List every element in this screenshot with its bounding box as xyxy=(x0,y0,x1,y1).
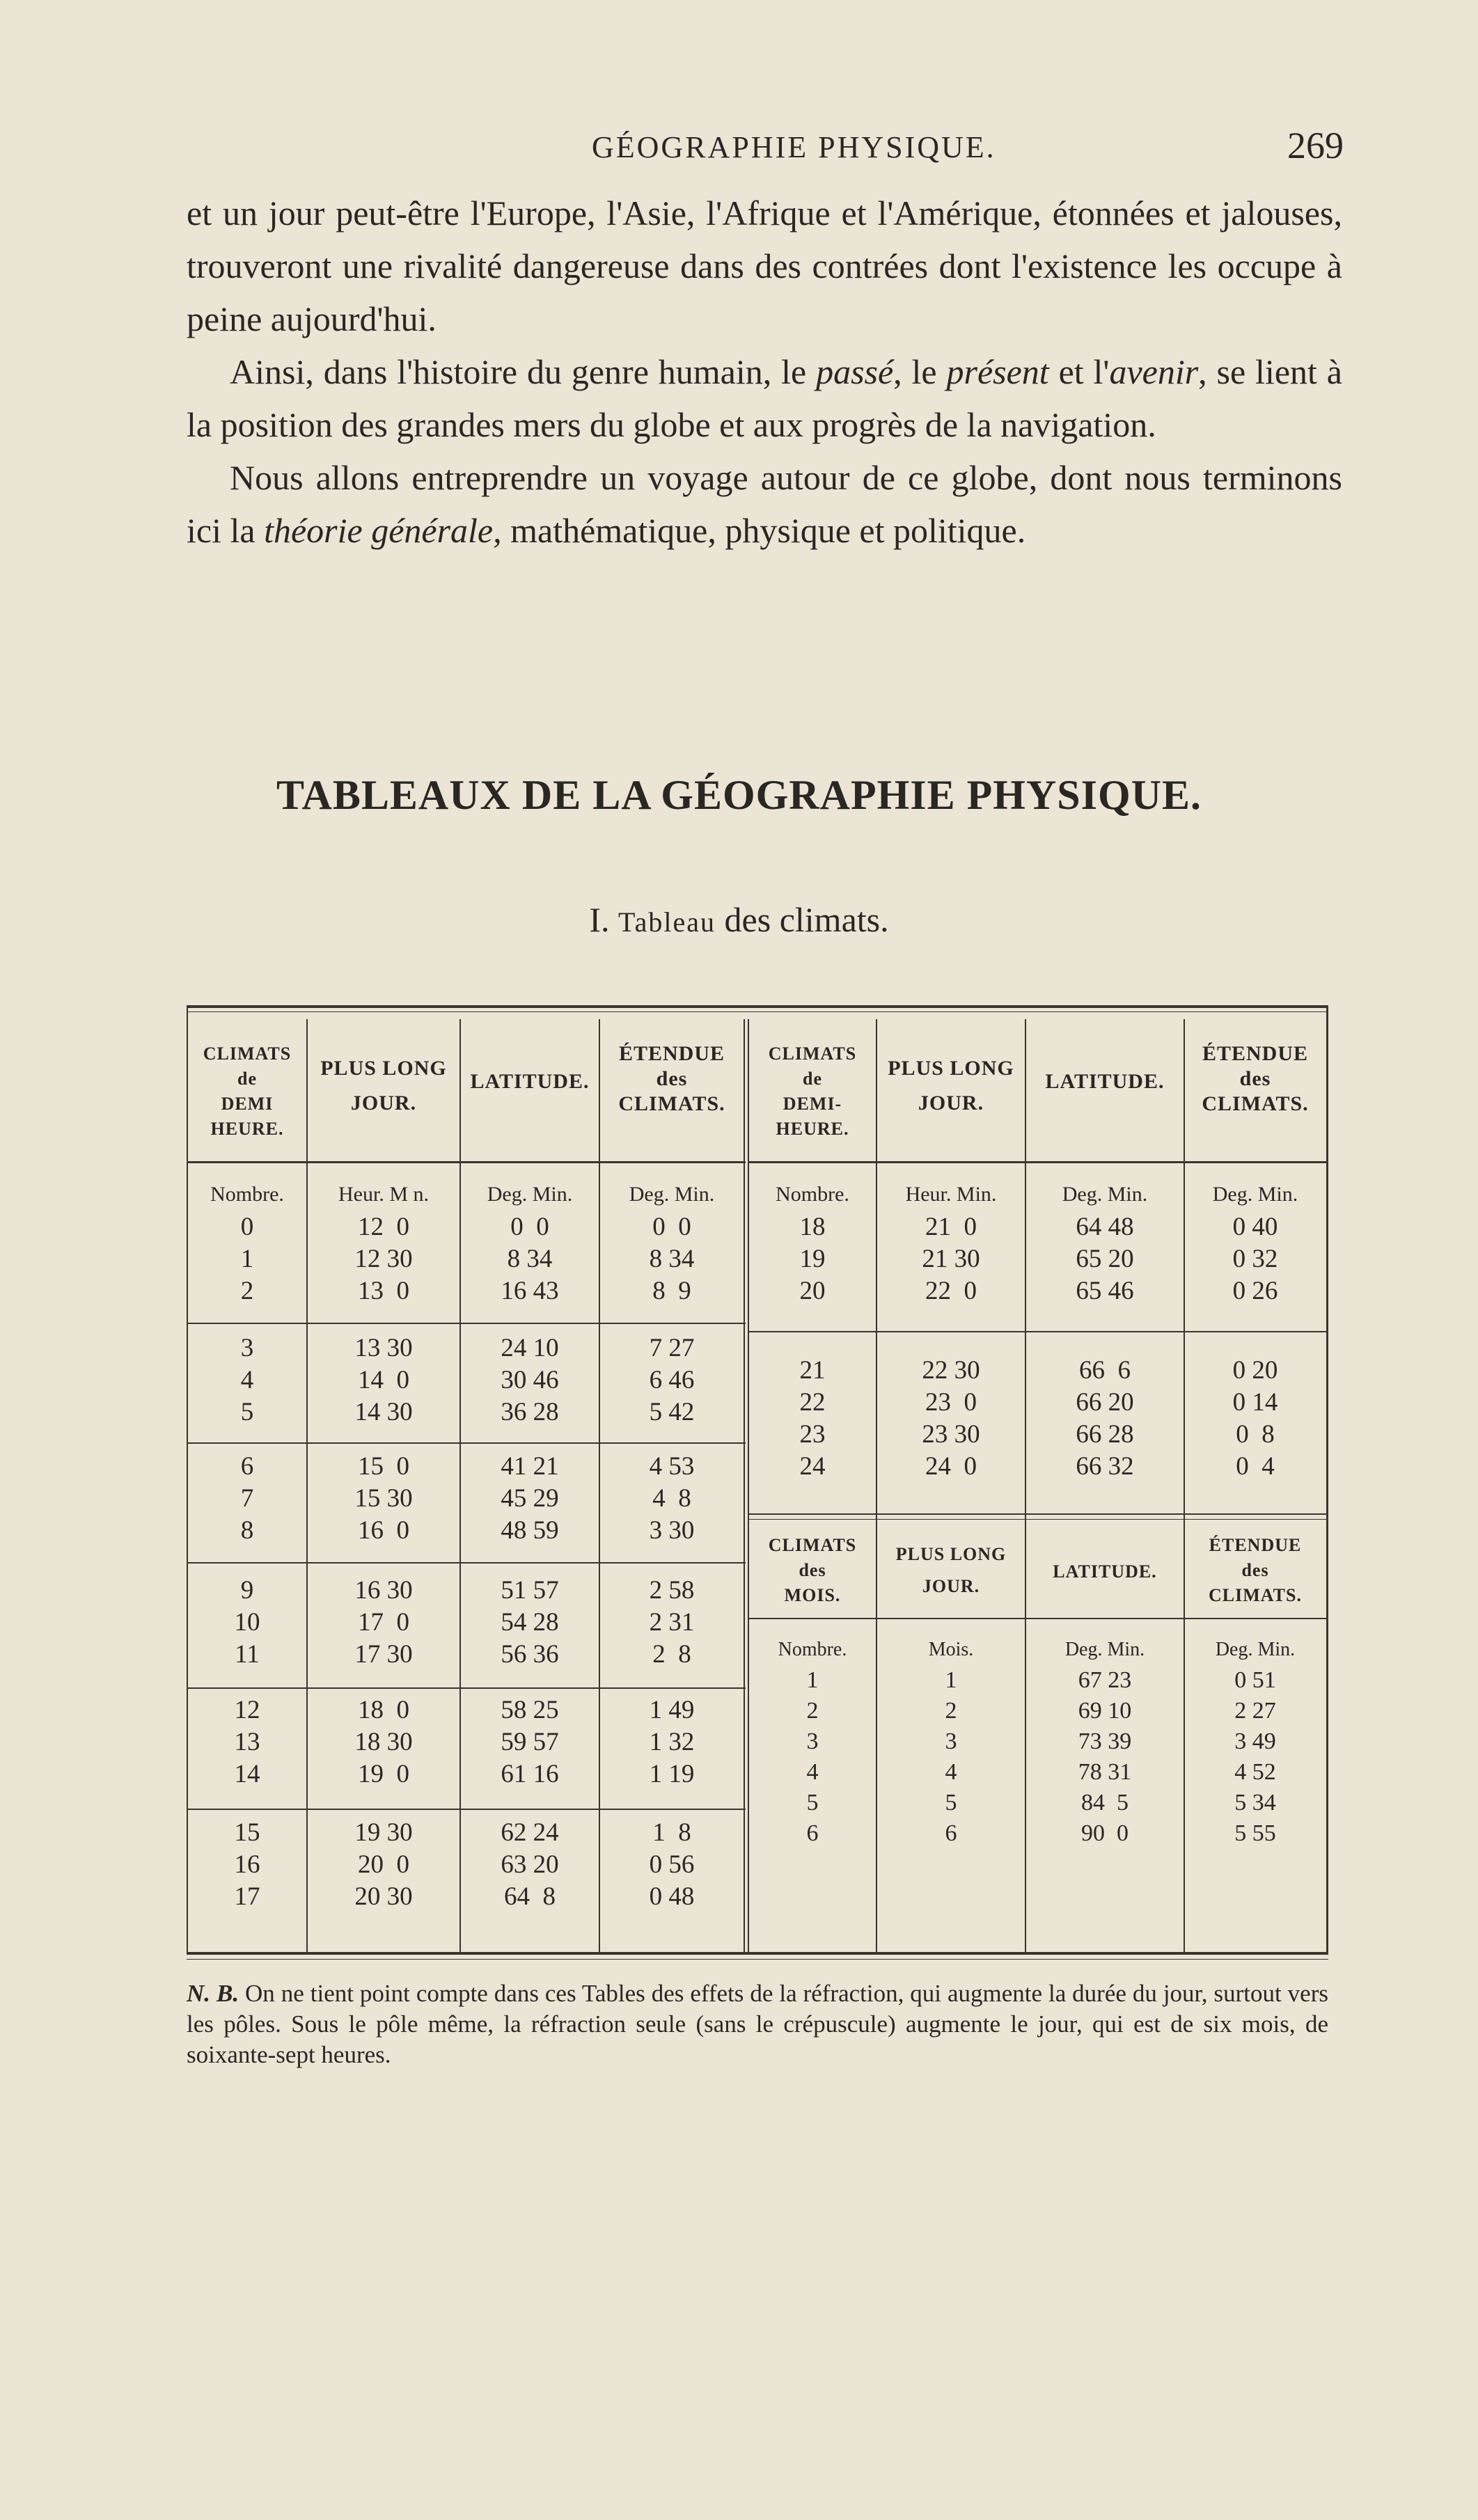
mois-header-rule xyxy=(748,1618,1328,1619)
p3-text-a: Nous allons entreprendre un voyage autour de ce globe, dont nous terminons ici la xyxy=(187,458,1342,550)
left-g3-nombre: 9 10 11 xyxy=(234,1576,260,1669)
climate-table xyxy=(187,1005,1328,1964)
left-col-rule-2 xyxy=(459,1019,461,1952)
right-g1-lat: 66 6 66 20 66 28 66 32 xyxy=(1076,1356,1134,1481)
table-title-rest: des climats. xyxy=(724,900,889,939)
right-g0-lat: 64 48 65 20 65 46 xyxy=(1076,1213,1134,1305)
left-unit-jour: Heur. M n. xyxy=(338,1183,429,1206)
p2-text-d: , se lient à la position des grandes mers du globe et aux progrès de la navigation. xyxy=(187,352,1342,444)
mois-etendue: 0 51 2 27 3 49 4 52 5 34 5 55 xyxy=(1234,1667,1276,1846)
left-g2-etendue: 4 53 4 8 3 30 xyxy=(649,1452,695,1545)
table-bottom-rule-thin xyxy=(187,1959,1328,1960)
table-right-rule xyxy=(1326,1005,1328,1955)
center-rule-a xyxy=(744,1019,745,1952)
footnote-text: On ne tient point compte dans ces Tables des effets de la réfraction, qui augmente la durée du jour, surtout vers les pôles. Sous le pôle même, la réfraction seule (sans le crépuscule) augmente le jour, qui est de six mois, de soixante-sept heures. xyxy=(187,1980,1328,2068)
left-g5-lat: 62 24 63 20 64 8 xyxy=(501,1818,559,1911)
mois-header-latitude: LATITUDE. xyxy=(1053,1561,1157,1582)
left-header-climats: CLIMATS de DEMI HEURE. xyxy=(203,1044,292,1139)
left-g2-lat: 41 21 45 29 48 59 xyxy=(501,1452,559,1545)
left-header-latitude: LATITUDE. xyxy=(470,1070,590,1093)
mois-header-climats: CLIMATS des MOIS. xyxy=(768,1535,857,1605)
right-unit-jour: Heur. Min. xyxy=(905,1183,997,1206)
left-g0-nombre: 0 1 2 xyxy=(240,1213,254,1305)
mois-lat: 67 23 69 10 73 39 78 31 84 5 90 0 xyxy=(1078,1667,1132,1846)
footnote xyxy=(187,1978,1328,2070)
right-g0-jour: 21 0 21 30 22 0 xyxy=(922,1213,980,1305)
left-header-etendue: ÉTENDUE des CLIMATS. xyxy=(618,1042,725,1115)
mois-unit-nombre: Nombre. xyxy=(778,1639,847,1660)
page-number: 269 xyxy=(1287,125,1344,166)
left-unit-nombre: Nombre. xyxy=(210,1183,284,1206)
left-g5-etendue: 1 8 0 56 0 48 xyxy=(649,1818,695,1911)
right-unit-etendue: Deg. Min. xyxy=(1212,1183,1298,1206)
left-group-rule-4 xyxy=(187,1687,746,1689)
left-g1-lat: 24 10 30 46 36 28 xyxy=(501,1334,559,1426)
p3-theorie: théorie générale, xyxy=(264,511,502,550)
left-g2-nombre: 6 7 8 xyxy=(240,1452,254,1545)
left-g4-lat: 58 25 59 57 61 16 xyxy=(501,1696,559,1788)
p2-text-a: Ainsi, dans l'histoire du genre humain, le xyxy=(230,352,817,391)
right-header-climats: CLIMATS de DEMI-HEURE. xyxy=(768,1044,857,1139)
right-g0-etendue: 0 40 0 32 0 26 xyxy=(1232,1213,1278,1305)
left-col-rule-1 xyxy=(306,1019,308,1952)
left-g5-jour: 19 30 20 0 20 30 xyxy=(354,1818,413,1911)
mois-top-rule-thin xyxy=(748,1519,1328,1520)
left-header-plus-long-jour: PLUS LONG JOUR. xyxy=(320,1057,447,1115)
mois-unit-etendue: Deg. Min. xyxy=(1215,1639,1296,1660)
right-g1-etendue: 0 20 0 14 0 8 0 4 xyxy=(1232,1356,1278,1481)
left-g2-jour: 15 0 15 30 16 0 xyxy=(354,1452,413,1545)
p2-text-c: et l' xyxy=(1048,352,1110,391)
tables-heading: TABLEAUX DE LA GÉOGRAPHIE PHYSIQUE. xyxy=(276,772,1202,818)
left-group-rule-2 xyxy=(187,1442,746,1444)
mois-header-plus-long-jour: PLUS LONG JOUR. xyxy=(895,1544,1007,1596)
p2-text-b: , le xyxy=(893,352,947,391)
paragraph-3 xyxy=(187,451,1342,557)
table-bottom-rule xyxy=(187,1952,1328,1955)
paragraph-2 xyxy=(187,345,1342,451)
left-g4-jour: 18 0 18 30 19 0 xyxy=(354,1696,413,1788)
left-unit-etendue: Deg. Min. xyxy=(629,1183,715,1206)
left-g1-jour: 13 30 14 0 14 30 xyxy=(354,1334,413,1426)
table-numeral: I. xyxy=(589,900,610,939)
left-g1-nombre: 3 4 5 xyxy=(240,1334,254,1426)
p3-text-b: mathématique, physique et politique. xyxy=(501,511,1026,550)
center-rule-b xyxy=(748,1019,749,1952)
left-g0-lat: 0 0 8 34 16 43 xyxy=(501,1213,559,1305)
mois-unit-mois: Mois. xyxy=(928,1639,974,1660)
mois-nombre: 1 2 3 4 5 6 xyxy=(806,1667,819,1846)
p2-avenir: avenir xyxy=(1109,352,1199,391)
left-g4-nombre: 12 13 14 xyxy=(234,1696,260,1788)
table-title xyxy=(0,899,1478,940)
body-text xyxy=(187,187,1342,557)
paragraph-1: et un jour peut-être l'Europe, l'Asie, l'Afrique et l'Amérique, étonnées et jalouses, trouveront une rivalité dangereuse dans des contrées dont l'existence les occupe à peine aujourd'hui. xyxy=(187,194,1342,338)
left-g1-etendue: 7 27 6 46 5 42 xyxy=(649,1334,695,1426)
left-header-rule xyxy=(187,1161,746,1163)
mois-mois: 1 2 3 4 5 6 xyxy=(945,1667,957,1846)
p2-present: présent xyxy=(946,352,1049,391)
right-g0-nombre: 18 19 20 xyxy=(799,1213,826,1305)
left-g3-etendue: 2 58 2 31 2 8 xyxy=(649,1576,695,1669)
running-head xyxy=(188,124,1344,173)
left-col-rule-3 xyxy=(599,1019,600,1952)
left-unit-lat: Deg. Min. xyxy=(487,1183,573,1206)
left-g0-etendue: 0 0 8 34 8 9 xyxy=(649,1213,695,1305)
left-g3-jour: 16 30 17 0 17 30 xyxy=(354,1576,413,1669)
left-g4-etendue: 1 49 1 32 1 19 xyxy=(649,1696,695,1788)
table-top-rule xyxy=(187,1005,1328,1008)
left-g0-jour: 12 0 12 30 13 0 xyxy=(354,1213,413,1305)
left-group-rule-1 xyxy=(187,1323,746,1324)
right-header-etendue: ÉTENDUE des CLIMATS. xyxy=(1202,1042,1309,1115)
table-left-rule xyxy=(187,1005,188,1955)
right-g1-jour: 22 30 23 0 23 30 24 0 xyxy=(922,1356,980,1481)
right-header-rule xyxy=(748,1161,1328,1163)
right-g1-nombre: 21 22 23 24 xyxy=(799,1356,826,1481)
right-col-rule-3 xyxy=(1184,1019,1185,1952)
left-g5-nombre: 15 16 17 xyxy=(234,1818,260,1911)
mois-top-rule xyxy=(748,1513,1328,1515)
left-g3-lat: 51 57 54 28 56 36 xyxy=(501,1576,559,1669)
mois-header-etendue: ÉTENDUE des CLIMATS. xyxy=(1209,1535,1302,1605)
right-header-latitude: LATITUDE. xyxy=(1045,1070,1165,1093)
right-unit-nombre: Nombre. xyxy=(776,1183,849,1206)
running-title: GÉOGRAPHIE PHYSIQUE. xyxy=(592,130,996,164)
left-group-rule-3 xyxy=(187,1562,746,1564)
footnote-label: N. B. xyxy=(187,1980,239,2007)
right-group-rule xyxy=(748,1331,1328,1332)
right-col-rule-2 xyxy=(1025,1019,1026,1952)
right-col-rule-1 xyxy=(876,1019,877,1952)
table-word: Tableau xyxy=(618,906,716,938)
mois-unit-lat: Deg. Min. xyxy=(1064,1639,1145,1660)
table-top-rule-thin xyxy=(187,1011,1328,1012)
p2-passe: passé xyxy=(816,352,894,391)
left-group-rule-5 xyxy=(187,1809,746,1810)
right-unit-lat: Deg. Min. xyxy=(1062,1183,1148,1206)
right-header-plus-long-jour: PLUS LONG JOUR. xyxy=(888,1057,1014,1115)
